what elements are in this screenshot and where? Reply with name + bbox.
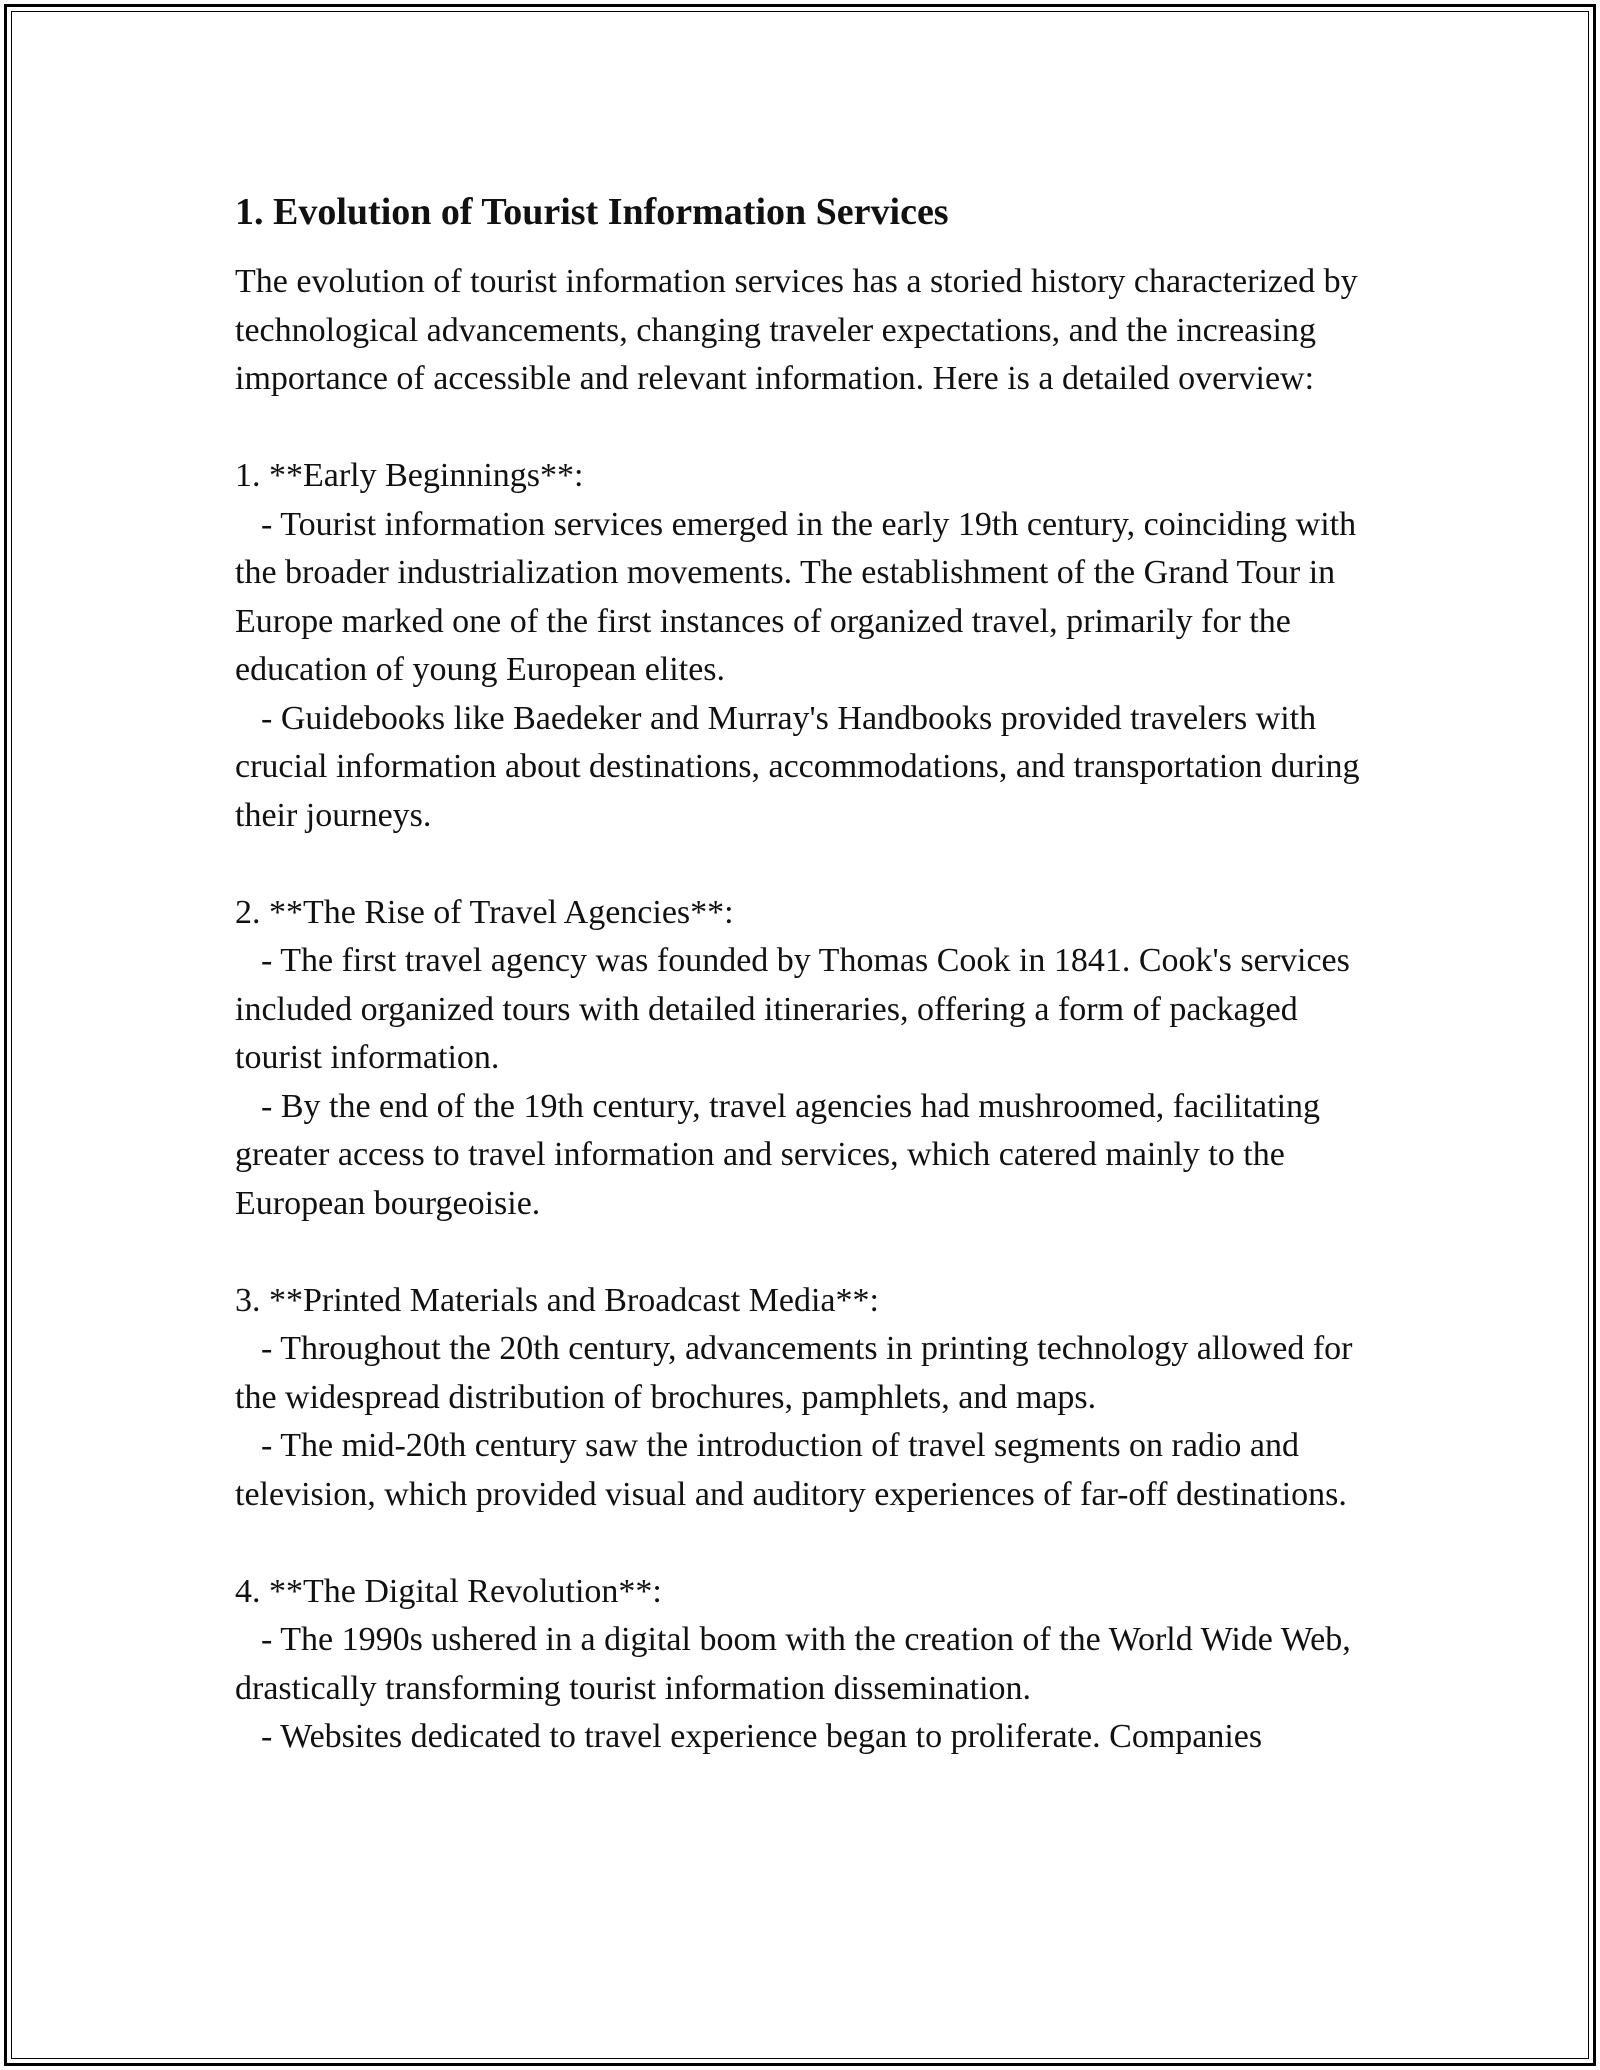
bullet-text: - Websites dedicated to travel experience began to proliferate. Companies [261,1718,1263,1755]
bullet-item [235,937,1375,1083]
bullet-text: - Throughout the 20th century, advancements in printing technology allowed for the widespread distribution of brochures, pamphlets, and maps. [235,1330,1353,1416]
intro-paragraph: The evolution of tourist information services has a storied history characterized by technological advancements, changing traveler expectations, and the increasing importance of accessible and relevant information. Here is a detailed overview: [235,263,1358,397]
section-digital-revolution [235,1568,1375,1762]
bullet-text: - The 1990s ushered in a digital boom with the creation of the World Wide Web, drastically transforming tourist information dissemination. [235,1621,1351,1707]
section-printed-materials [235,1277,1375,1520]
section-early-beginnings [235,452,1375,840]
document-page [235,186,1375,1762]
bullet-item [235,1422,1375,1519]
section-rise-of-travel-agencies [235,889,1375,1229]
bullet-item [235,1713,1375,1762]
bullet-item [235,1616,1375,1713]
bullet-item [235,695,1375,841]
bullet-text: - The mid-20th century saw the introduction of travel segments on radio and television, which provided visual and auditory experiences of far-off destinations. [235,1427,1347,1513]
section-heading: 3. **Printed Materials and Broadcast Media**: [235,1281,879,1319]
document-title: 1. Evolution of Tourist Information Services [235,191,949,233]
section-heading: 4. **The Digital Revolution**: [235,1572,662,1610]
bullet-text: - The first travel agency was founded by Thomas Cook in 1841. Cook's services included organized tours with detailed itineraries, offering a form of packaged tourist information. [235,942,1350,1076]
bullet-item [235,501,1375,695]
bullet-item [235,1083,1375,1229]
bullet-text: - By the end of the 19th century, travel agencies had mushroomed, facilitating greater access to travel information and services, which catered mainly to the European bourgeoisie. [235,1087,1321,1222]
bullet-text: - Tourist information services emerged in the early 19th century, coinciding with the broader industrialization movements. The establishment of the Grand Tour in Europe marked one of the first instances of organized travel, primarily for the education of young European elites. [235,505,1357,688]
section-heading: 2. **The Rise of Travel Agencies**: [235,893,734,931]
bullet-text: - Guidebooks like Baedeker and Murray's Handbooks provided travelers with crucial information about destinations, accommodations, and transportation during their journeys. [235,699,1360,834]
section-heading: 1. **Early Beginnings**: [235,457,584,494]
bullet-item [235,1325,1375,1422]
